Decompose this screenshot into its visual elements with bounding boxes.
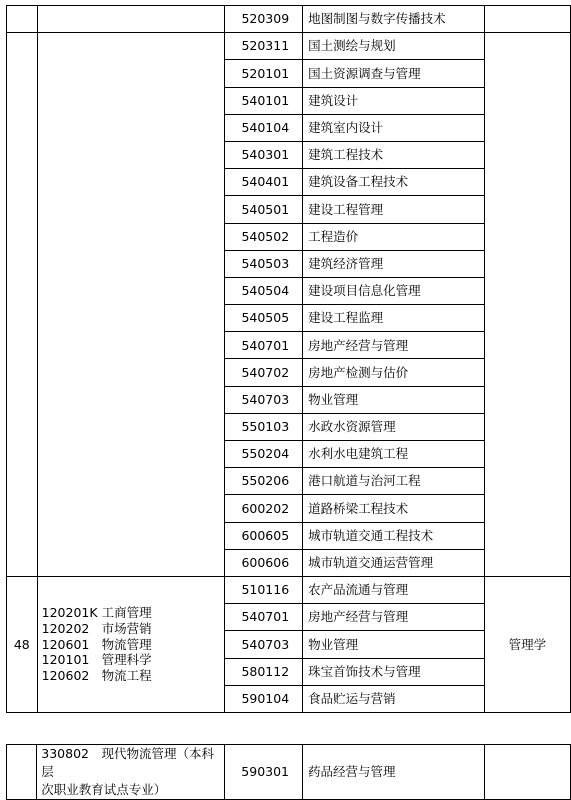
name-cell: 国土资源调查与管理 [303,60,485,87]
name-cell: 地图制图与数字传播技术 [303,6,485,33]
code-cell: 510116 [225,576,303,603]
code-cell: 540701 [225,604,303,631]
code-cell: 540301 [225,141,303,168]
code-cell: 540504 [225,277,303,304]
undergrad-major-code: 120202 [41,620,90,636]
code-cell: 520101 [225,60,303,87]
name-cell: 城市轨道交通运营管理 [303,549,485,576]
group-number-cell [7,33,38,577]
undergrad-major-cell [37,33,225,577]
code-cell: 520311 [225,33,303,60]
code-cell: 550103 [225,413,303,440]
code-cell: 520309 [225,6,303,33]
name-cell: 水利水电建筑工程 [303,441,485,468]
code-cell: 550204 [225,441,303,468]
undergrad-major-cell [37,576,225,712]
name-cell: 建设项目信息化管理 [303,277,485,304]
undergrad-major-name: 市场营销 [101,620,152,636]
name-cell: 珠宝首饰技术与管理 [303,658,485,685]
undergrad-major-name: 物流工程 [101,667,152,683]
category-cell [485,745,571,800]
code-cell: 600606 [225,549,303,576]
undergrad-major-cell [37,745,225,800]
code-cell: 540505 [225,305,303,332]
name-cell: 建筑设计 [303,87,485,114]
name-cell: 建筑经济管理 [303,250,485,277]
name-cell: 工程造价 [303,223,485,250]
code-cell: 540401 [225,169,303,196]
category-cell [484,33,570,577]
name-cell: 房地产经营与管理 [303,604,485,631]
major-line: 次职业教育试点专业） [41,782,167,797]
code-cell: 550206 [225,468,303,495]
name-cell: 物业管理 [303,631,485,658]
undergrad-major-name: 管理科学 [101,652,152,668]
undergrad-major-code: 120602 [41,667,90,683]
code-cell: 540502 [225,223,303,250]
group-number-cell: 48 [7,576,38,712]
code-cell: 590301 [225,745,303,800]
category-cell [484,6,570,33]
code-cell: 540501 [225,196,303,223]
group-number-cell [7,6,38,33]
name-cell: 建设工程监理 [303,305,485,332]
code-cell: 540702 [225,359,303,386]
undergrad-major-code: 120201K [41,605,98,621]
name-cell: 道路桥梁工程技术 [303,495,485,522]
name-cell: 国土测绘与规划 [303,33,485,60]
undergrad-major-name: 工商管理 [101,605,152,621]
major-table-continued [6,744,571,800]
undergrad-major-item [42,605,225,621]
undergrad-major-item [42,668,225,684]
group-number-cell [7,745,37,800]
code-cell: 540703 [225,631,303,658]
code-cell: 540703 [225,386,303,413]
name-cell: 港口航道与治河工程 [303,468,485,495]
undergrad-major-item [42,652,225,668]
category-cell: 管理学 [484,576,570,712]
code-cell: 540503 [225,250,303,277]
code-cell: 600605 [225,522,303,549]
table-row [7,33,571,60]
undergrad-major-code: 120601 [41,636,90,652]
name-cell: 房地产经营与管理 [303,332,485,359]
undergrad-major-item [42,637,225,653]
name-cell: 房地产检测与估价 [303,359,485,386]
name-cell: 药品经营与管理 [302,745,484,800]
code-cell: 600202 [225,495,303,522]
table-row [7,576,571,603]
undergrad-major-name: 物流管理 [101,636,152,652]
name-cell: 建筑工程技术 [303,141,485,168]
table-row [7,745,571,800]
code-cell: 540101 [225,87,303,114]
name-cell: 建筑设备工程技术 [303,169,485,196]
code-cell: 540701 [225,332,303,359]
undergrad-major-item [42,621,225,637]
table-row [7,6,571,33]
code-cell: 590104 [225,685,303,712]
undergrad-major-code: 120101 [41,652,90,668]
major-line: 330802 现代物流管理（本科层 [41,746,214,779]
code-cell: 540104 [225,114,303,141]
major-table [6,5,571,713]
name-cell: 城市轨道交通工程技术 [303,522,485,549]
name-cell: 建设工程管理 [303,196,485,223]
name-cell: 建筑室内设计 [303,114,485,141]
name-cell: 食品贮运与营销 [303,685,485,712]
name-cell: 农产品流通与管理 [303,576,485,603]
undergrad-major-cell [37,6,225,33]
name-cell: 水政水资源管理 [303,413,485,440]
code-cell: 580112 [225,658,303,685]
name-cell: 物业管理 [303,386,485,413]
